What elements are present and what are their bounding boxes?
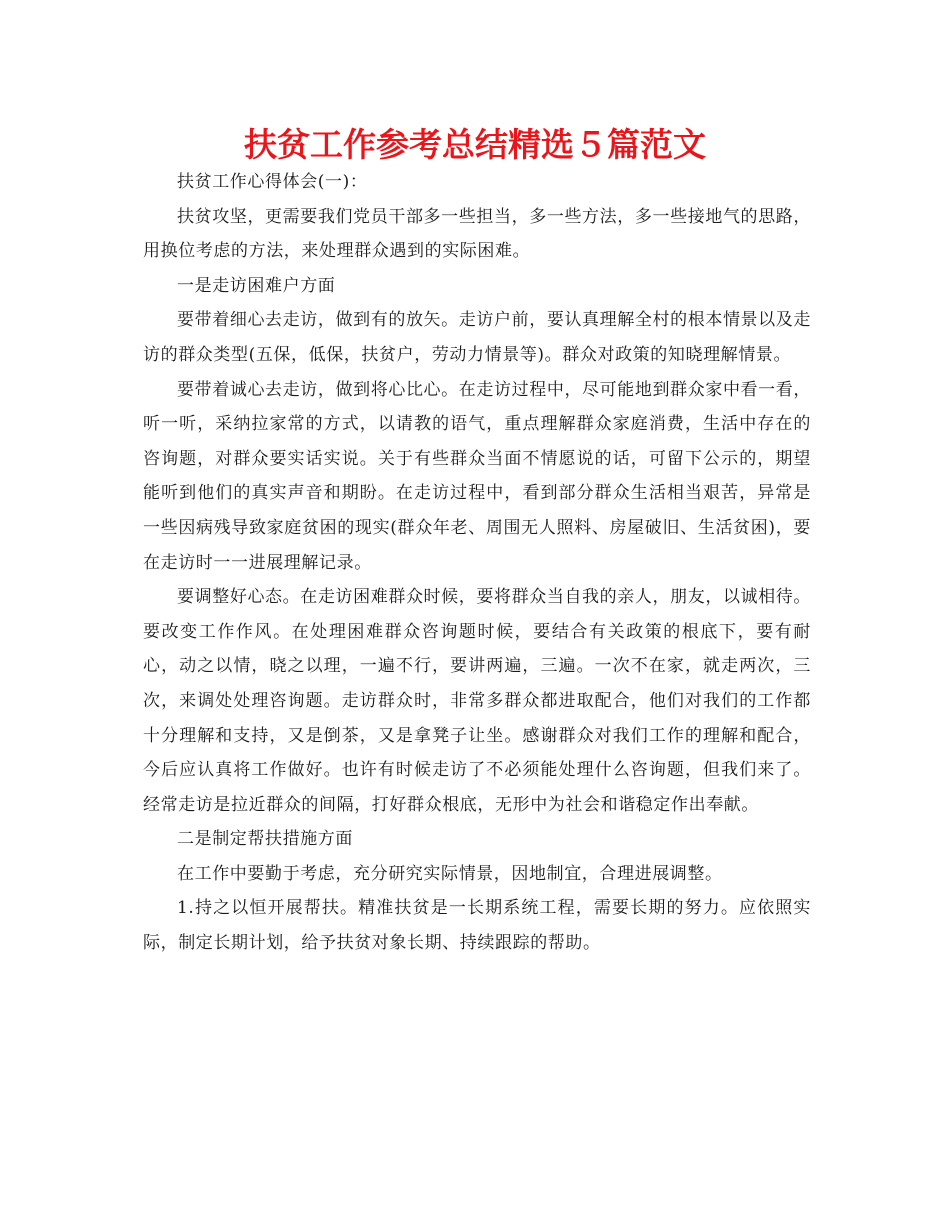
paragraph-measure-1: 1.持之以恒开展帮扶。精准扶贫是一长期系统工程，需要长期的努力。应依照实际，制定长期计划，给予扶贫对象长期、持续跟踪的帮助。 xyxy=(143,898,811,954)
paragraph-heading-experience: 扶贫工作心得体会(一)： xyxy=(177,172,368,192)
paragraph-visit-attitude: 要调整好心态。在走访困难群众时候，要将群众当自我的亲人，朋友，以诚相待。要改变工作作风。在处理困难群众咨询题时候，要结合有关政策的根底下，要有耐心，动之以情，晓之以理，一遍不行，要讲两遍，三遍。一次不在家，就走两次，三次，来调处处理咨询题。走访群众时，非常多群众都进取配合，他们对我们的工作都十分理解和支持，又是倒茶，又是拿凳子让坐。感谢群众对我们工作的理解和配合，今后应认真将工作做好。也许有时候走访了不必须能处理什么咨询题，但我们来了。经常走访是拉近群众的间隔，打好群众根底，无形中为社会和谐稳定作出奉献。 xyxy=(143,587,811,815)
section-heading-visits: 一是走访困难户方面 xyxy=(177,275,336,296)
paragraph-measures-intro: 在工作中要勤于考虑，充分研究实际情景，因地制宜，合理进展调整。 xyxy=(177,863,723,884)
document-body xyxy=(143,165,811,961)
paragraph-intro: 扶贫攻坚，更需要我们党员干部多一些担当，多一些方法，多一些接地气的思路，用换位考虑的方法，来处理群众遇到的实际困难。 xyxy=(143,206,811,262)
paragraph-visit-sincere: 要带着诚心去走访，做到将心比心。在走访过程中，尽可能地到群众家中看一看，听一听，采纳拉家常的方式，以请教的语气，重点理解群众家庭消费，生活中存在的咨询题，对群众要实话实说。关于有些群众当面不情愿说的话，可留下公示的，期望能听到他们的真实声音和期盼。在走访过程中，看到部分群众生活相当艰苦，异常是一些因病残导致家庭贫困的现实(群众年老、周围无人照料、房屋破旧、生活贫困)，要在走访时一一进展理解记录。 xyxy=(143,379,811,573)
paragraph-visit-careful: 要带着细心去走访，做到有的放矢。走访户前，要认真理解全村的根本情景以及走访的群众类型(五保，低保，扶贫户，劳动力情景等)。群众对政策的知晓理解情景。 xyxy=(143,310,811,365)
section-heading-measures: 二是制定帮扶措施方面 xyxy=(177,829,353,850)
document-title: 扶贫工作参考总结精选５篇范文 xyxy=(244,125,706,164)
